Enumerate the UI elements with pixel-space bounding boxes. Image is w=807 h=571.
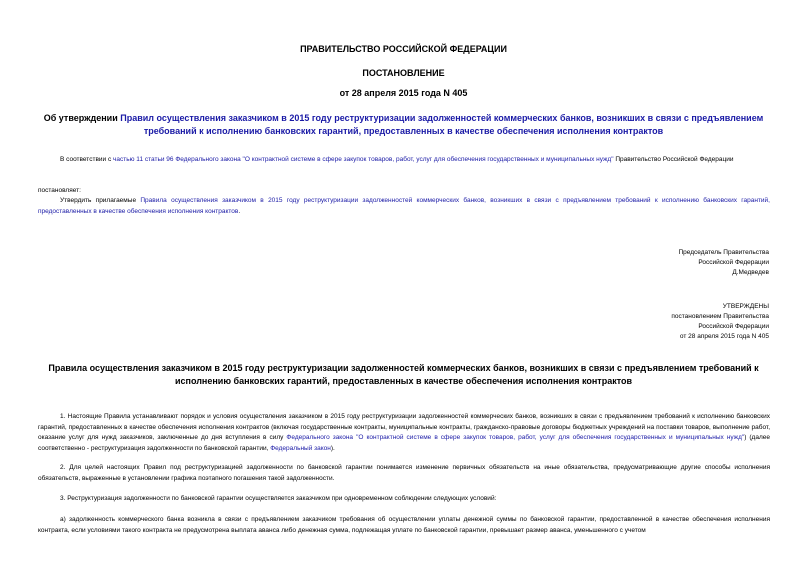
rules-link[interactable]: Правила осуществления заказчиком в 2015 году реструктуризации задолженностей коммерческих банков, возникших в связи с предъявлением требований к исполнению банковских гарантий, предоставленных в качестве обеспечения исполнения контрактов: [38, 197, 770, 215]
paragraph-4: а) задолженность коммерческого банка возникла в связи с предъявлением заказчиком требования об осуществлении уплаты денежной суммы по банковской гарантии, предоставленной в качестве обеспечения исполнения контракта, если условиями такого контракта не предусмотрена выплата аванса либо денежная сумма, подлежащая уплате по банковской гарантии, превышает размер аванса, уменьшенного с учетом: [38, 516, 770, 534]
paragraph-3: 3. Реструктуризация задолженности по банковской гарантии осуществляется заказчиком при одновременном соблюдении следующих условий:: [60, 495, 497, 502]
signature-block: [678, 248, 769, 278]
document-title: [40, 112, 767, 138]
document-date: от 28 апреля 2015 года N 405: [339, 88, 468, 98]
rules-title: Правила осуществления заказчиком в 2015 году реструктуризации задолженностей коммерческих банков, возникших в связи с предъявлением требований к исполнению банковских гарантий, предоставленных в качестве обеспечения исполнения контрактов: [48, 363, 759, 386]
paragraph-1-end: ).: [330, 444, 335, 452]
intro-paragraph: [60, 155, 770, 166]
approval-block: [671, 302, 769, 342]
approval-word: УТВЕРЖДЕНЫ: [722, 303, 769, 310]
title-prefix: Об утверждении: [43, 113, 121, 123]
intro-suffix: Правительство Российской Федерации: [613, 156, 734, 163]
signature-country: Российской Федерации: [698, 259, 769, 266]
government-header: ПРАВИТЕЛЬСТВО РОССИЙСКОЙ ФЕДЕРАЦИИ: [300, 44, 507, 54]
approval-date: от 28 апреля 2015 года N 405: [679, 333, 769, 340]
approval-country: Российской Федерации: [698, 323, 769, 330]
decree-suffix: .: [238, 207, 241, 215]
title-rules-link[interactable]: Правил осуществления заказчиком в 2015 году реструктуризации задолженностей коммерческих банков, возникших в связи с предъявлением требований к исполнению банковских гарантий, предоставленных в качестве обеспечения исполнения контрактов: [120, 113, 764, 136]
document-type: ПОСТАНОВЛЕНИЕ: [362, 68, 445, 78]
paragraph-1: [38, 412, 770, 454]
intro-prefix: В соответствии с: [60, 156, 114, 163]
paragraph-1-mid: ) (далее соответственно - реструктуризация задолженности по банковской гарантии,: [38, 434, 770, 452]
decree-label: постановляет:: [38, 187, 81, 194]
decree-paragraph: [38, 196, 770, 217]
decree-prefix: Утвердить прилагаемые: [60, 197, 141, 204]
federal-law-short-link[interactable]: Федеральный закон: [270, 444, 331, 452]
federal-law-link[interactable]: частью 11 статьи 96 Федерального закона "О контрактной системе в сфере закупок товаров, работ, услуг для обеспечения государственных и муниципальных нужд": [113, 156, 614, 163]
approval-by: постановлением Правительства: [671, 313, 769, 320]
paragraph-2: 2. Для целей настоящих Правил под реструктуризацией задолженности по банковской гарантии понимается изменение первичных обязательств на иные обязательства, предусматривающие другие способы исполнения обязательств, выраженные в установлении графика поэтапного погашения такой задолженности.: [38, 464, 770, 482]
paragraph-1-text: 1. Настоящие Правила устанавливают порядок и условия осуществления заказчиком в 2015 году реструктуризации задолженностей коммерческих банков, возникших в связи с предъявлением требований к исполнению банковских гарантий, предоставленных в качестве обеспечения исполнения контрактов (включая государственные контракты, муниципальные контракты, гражданско-правовые договоры бюджетных учреждений на поставки товаров, выполнение работ, оказание услуг для нужд заказчиков, заключенные до дня вступления в силу: [38, 413, 770, 441]
signature-title: Председатель Правительства: [678, 249, 769, 256]
federal-law-link-2[interactable]: Федерального закона "О контрактной системе в сфере закупок товаров, работ, услуг для обеспечения государственных и муниципальных нужд": [286, 434, 745, 441]
signature-name: Д.Медведев: [732, 269, 769, 276]
